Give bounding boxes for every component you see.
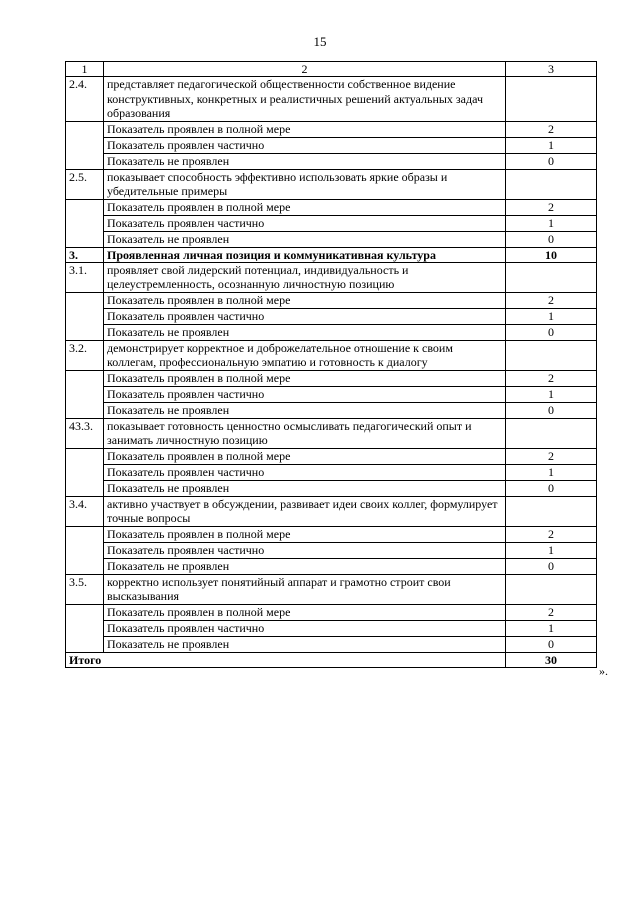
option-row-none	[66, 636, 597, 652]
option-points: 0	[506, 636, 597, 652]
option-label: Показатель проявлен в полной мере	[104, 370, 506, 386]
option-points: 2	[506, 448, 597, 464]
option-row-none	[66, 231, 597, 247]
closing-quote-mark: ».	[599, 664, 608, 678]
criterion-points-empty	[506, 574, 597, 604]
option-points: 1	[506, 620, 597, 636]
criterion-points-empty	[506, 496, 597, 526]
option-label: Показатель проявлен частично	[104, 215, 506, 231]
criterion-number: 3.4.	[66, 496, 104, 526]
criterion-text: показывает готовность ценностно осмысливать педагогический опыт и занимать личностную позицию	[104, 418, 506, 448]
option-points: 1	[506, 542, 597, 558]
option-label: Показатель проявлен частично	[104, 308, 506, 324]
option-label: Показатель не проявлен	[104, 480, 506, 496]
criteria-table	[65, 61, 597, 668]
option-points: 0	[506, 480, 597, 496]
option-row-none	[66, 480, 597, 496]
option-row-partial	[66, 464, 597, 480]
section-number: 3.	[66, 247, 104, 262]
option-label: Показатель не проявлен	[104, 153, 506, 169]
option-label: Показатель проявлен в полной мере	[104, 448, 506, 464]
section-row	[66, 247, 597, 262]
header-col-3: 3	[506, 62, 597, 77]
option-label: Показатель проявлен в полной мере	[104, 604, 506, 620]
option-label: Показатель проявлен в полной мере	[104, 292, 506, 308]
criterion-points-empty	[506, 418, 597, 448]
section-points: 10	[506, 247, 597, 262]
section-title: Проявленная личная позиция и коммуникативная культура	[104, 247, 506, 262]
option-row-none	[66, 402, 597, 418]
option-points: 0	[506, 558, 597, 574]
option-row-full	[66, 121, 597, 137]
option-row-full	[66, 292, 597, 308]
table-row	[66, 340, 597, 370]
option-points: 1	[506, 308, 597, 324]
option-label: Показатель не проявлен	[104, 324, 506, 340]
criterion-text: проявляет свой лидерский потенциал, индивидуальность и целеустремленность, осознанную личностную позицию	[104, 262, 506, 292]
criterion-points-empty	[506, 340, 597, 370]
option-label: Показатель не проявлен	[104, 402, 506, 418]
criterion-number: 3.5.	[66, 574, 104, 604]
table-row	[66, 496, 597, 526]
option-points: 1	[506, 386, 597, 402]
option-row-none	[66, 324, 597, 340]
header-col-1: 1	[66, 62, 104, 77]
option-points: 2	[506, 292, 597, 308]
option-points: 1	[506, 137, 597, 153]
option-points: 2	[506, 370, 597, 386]
criterion-text: демонстрирует корректное и доброжелательное отношение к своим коллегам, профессиональную эмпатию и готовность к диалогу	[104, 340, 506, 370]
option-label: Показатель не проявлен	[104, 636, 506, 652]
total-points: 30	[506, 652, 597, 667]
option-points: 2	[506, 604, 597, 620]
option-row-full	[66, 448, 597, 464]
criterion-number: 2.5.	[66, 169, 104, 199]
option-label: Показатель проявлен частично	[104, 620, 506, 636]
criterion-number: 43.3.	[66, 418, 104, 448]
option-points: 1	[506, 464, 597, 480]
option-row-full	[66, 199, 597, 215]
total-label: Итого	[66, 652, 506, 667]
option-row-full	[66, 370, 597, 386]
criterion-points-empty	[506, 262, 597, 292]
header-col-2: 2	[104, 62, 506, 77]
table-row	[66, 574, 597, 604]
total-row	[66, 652, 597, 667]
option-row-partial	[66, 386, 597, 402]
option-points: 0	[506, 402, 597, 418]
option-label: Показатель не проявлен	[104, 231, 506, 247]
criterion-text: корректно использует понятийный аппарат и грамотно строит свои высказывания	[104, 574, 506, 604]
criterion-text: показывает способность эффективно использовать яркие образы и убедительные примеры	[104, 169, 506, 199]
option-row-none	[66, 153, 597, 169]
option-label: Показатель проявлен частично	[104, 464, 506, 480]
criterion-number: 3.1.	[66, 262, 104, 292]
option-points: 2	[506, 526, 597, 542]
option-row-partial	[66, 542, 597, 558]
option-points: 0	[506, 231, 597, 247]
option-points: 0	[506, 324, 597, 340]
option-points: 2	[506, 121, 597, 137]
option-points: 1	[506, 215, 597, 231]
option-label: Показатель не проявлен	[104, 558, 506, 574]
option-label: Показатель проявлен в полной мере	[104, 199, 506, 215]
option-label: Показатель проявлен частично	[104, 386, 506, 402]
option-row-partial	[66, 137, 597, 153]
option-row-partial	[66, 620, 597, 636]
criterion-text: активно участвует в обсуждении, развивает идеи своих коллег, формулирует точные вопросы	[104, 496, 506, 526]
option-row-none	[66, 558, 597, 574]
criterion-number: 2.4.	[66, 77, 104, 122]
option-label: Показатель проявлен в полной мере	[104, 526, 506, 542]
option-label: Показатель проявлен частично	[104, 542, 506, 558]
option-points: 0	[506, 153, 597, 169]
table-row	[66, 169, 597, 199]
table-header-row	[66, 62, 597, 77]
option-row-full	[66, 604, 597, 620]
criterion-text: представляет педагогической общественности собственное видение конструктивных, конкретных и реалистичных решений актуальных задач образования	[104, 77, 506, 122]
criterion-number: 3.2.	[66, 340, 104, 370]
criterion-points-empty	[506, 77, 597, 122]
table-row	[66, 262, 597, 292]
table-row	[66, 77, 597, 122]
option-label: Показатель проявлен частично	[104, 137, 506, 153]
option-row-full	[66, 526, 597, 542]
page-number: 15	[313, 34, 327, 49]
option-row-partial	[66, 308, 597, 324]
option-row-partial	[66, 215, 597, 231]
table-row	[66, 418, 597, 448]
option-points: 2	[506, 199, 597, 215]
criterion-points-empty	[506, 169, 597, 199]
option-label: Показатель проявлен в полной мере	[104, 121, 506, 137]
